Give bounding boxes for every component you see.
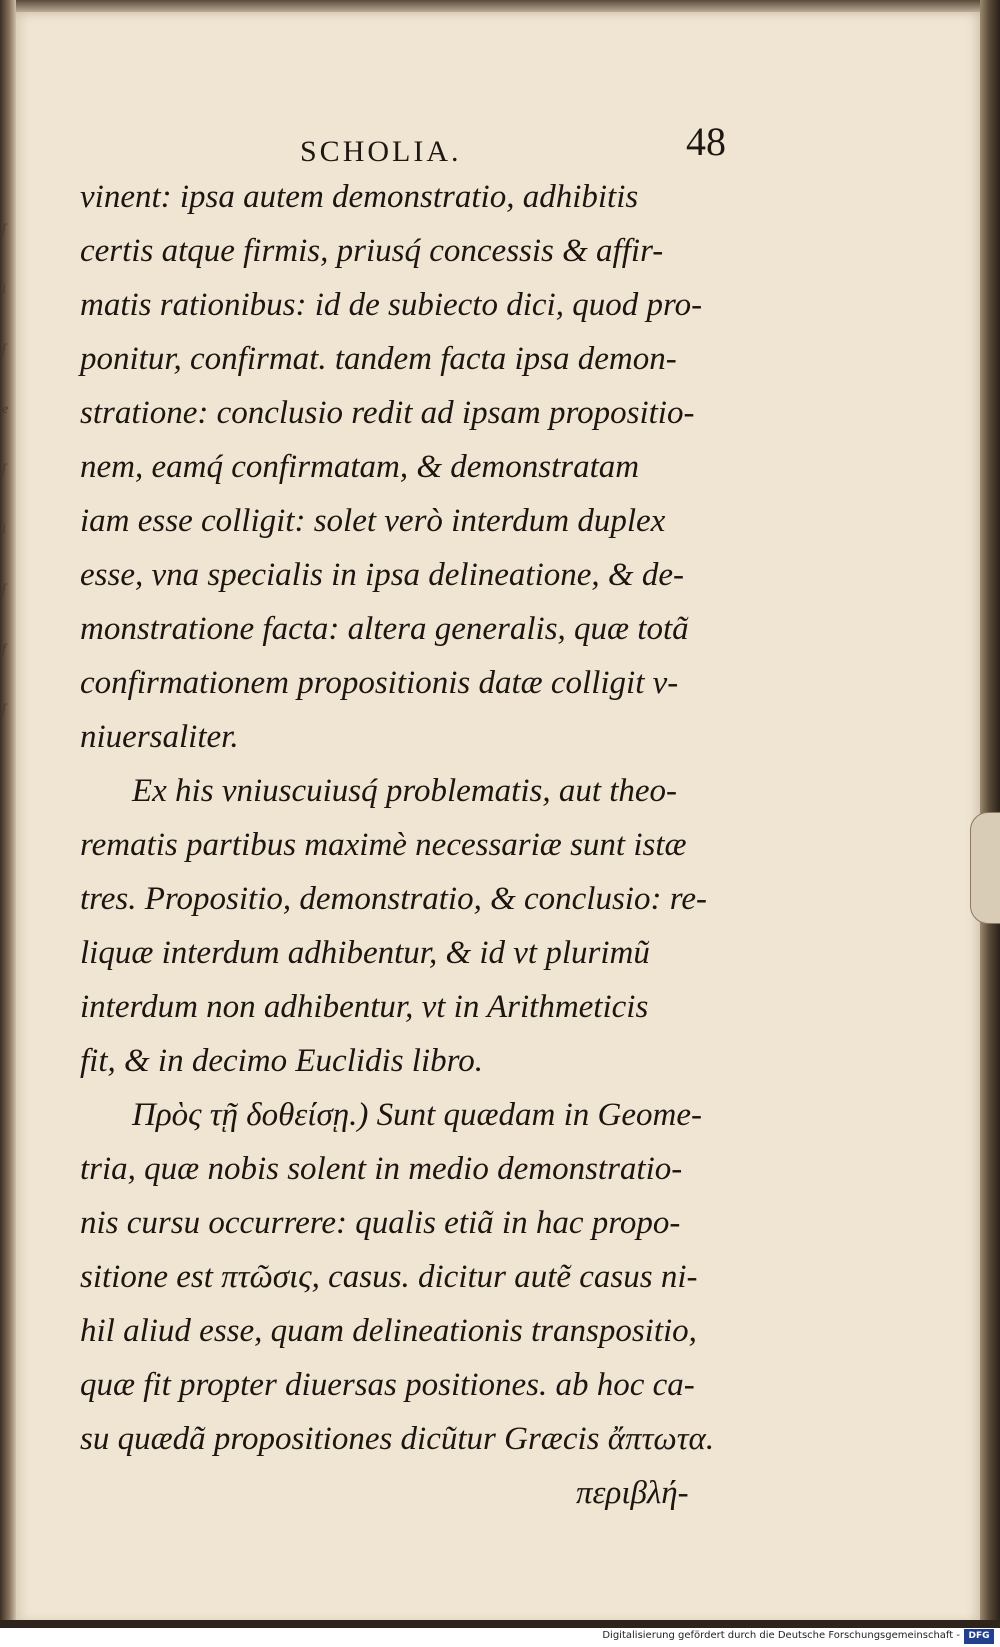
text-line: liquæ interdum adhibentur, & id vt plurimũ bbox=[80, 935, 650, 971]
bleed-through-marks: ʃ i ʃ e ʃ i ʃ f ʃ bbox=[2, 222, 9, 717]
text-line: hil aliud esse, quam delineationis transpositio, bbox=[80, 1313, 697, 1349]
text-line: sitione est πτῶσις, casus. dicitur autẽ casus ni- bbox=[80, 1259, 698, 1295]
dfg-logo: DFG bbox=[964, 1629, 994, 1644]
text-line: tria, quæ nobis solent in medio demonstratio- bbox=[80, 1151, 683, 1187]
text-line: su quædã propositiones dicũtur Græcis ἄπτωτα. bbox=[80, 1421, 715, 1457]
book-bottom-edge bbox=[0, 1620, 1000, 1628]
paragraph-start-line: Πρὸς τῇ δοθείσῃ.) Sunt quædam in Geome- bbox=[132, 1097, 702, 1133]
text-line: tres. Propositio, demonstratio, & conclusio: re- bbox=[80, 881, 707, 917]
text-line: quæ fit propter diuersas positiones. ab hoc ca- bbox=[80, 1367, 695, 1403]
text-line: vinent: ipsa autem demonstratio, adhibitis bbox=[80, 179, 639, 215]
catchword: περιβλή- bbox=[576, 1475, 689, 1511]
page-tab-marker bbox=[970, 812, 1000, 924]
text-line: fit, & in decimo Euclidis libro. bbox=[80, 1043, 483, 1079]
text-line: monstratione facta: altera generalis, quæ totã bbox=[80, 611, 689, 647]
text-line: certis atque firmis, priusq́ concessis & affir- bbox=[80, 233, 664, 269]
page-number: 48 bbox=[686, 119, 726, 164]
running-head: SCHOLIA. bbox=[300, 135, 462, 168]
text-line: esse, vna specialis in ipsa delineatione, & de- bbox=[80, 557, 684, 593]
text-line: niuersaliter. bbox=[80, 719, 239, 755]
paragraph-start-line: Ex his vniuscuiusq́ problematis, aut theo- bbox=[132, 773, 678, 809]
main-text-block bbox=[80, 170, 780, 1520]
text-line: stratione: conclusio redit ad ipsam propositio- bbox=[80, 395, 695, 431]
text-line: matis rationibus: id de subiecto dici, quod pro- bbox=[80, 287, 703, 323]
text-line: nem, eamq́ confirmatam, & demonstratam bbox=[80, 449, 640, 485]
footer-credit-text: Digitalisierung gefördert durch die Deutsche Forschungsgemeinschaft - bbox=[602, 1630, 960, 1641]
text-line: rematis partibus maximè necessariæ sunt istæ bbox=[80, 827, 687, 863]
digitization-footer bbox=[0, 1628, 1000, 1647]
text-line: nis cursu occurrere: qualis etiã in hac propo- bbox=[80, 1205, 681, 1241]
text-line: iam esse colligit: solet verò interdum duplex bbox=[80, 503, 666, 539]
text-line: ponitur, confirmat. tandem facta ipsa demon- bbox=[80, 341, 677, 377]
text-line: interdum non adhibentur, vt in Arithmeticis bbox=[80, 989, 649, 1025]
text-line: confirmationem propositionis datæ colligit v- bbox=[80, 665, 679, 701]
